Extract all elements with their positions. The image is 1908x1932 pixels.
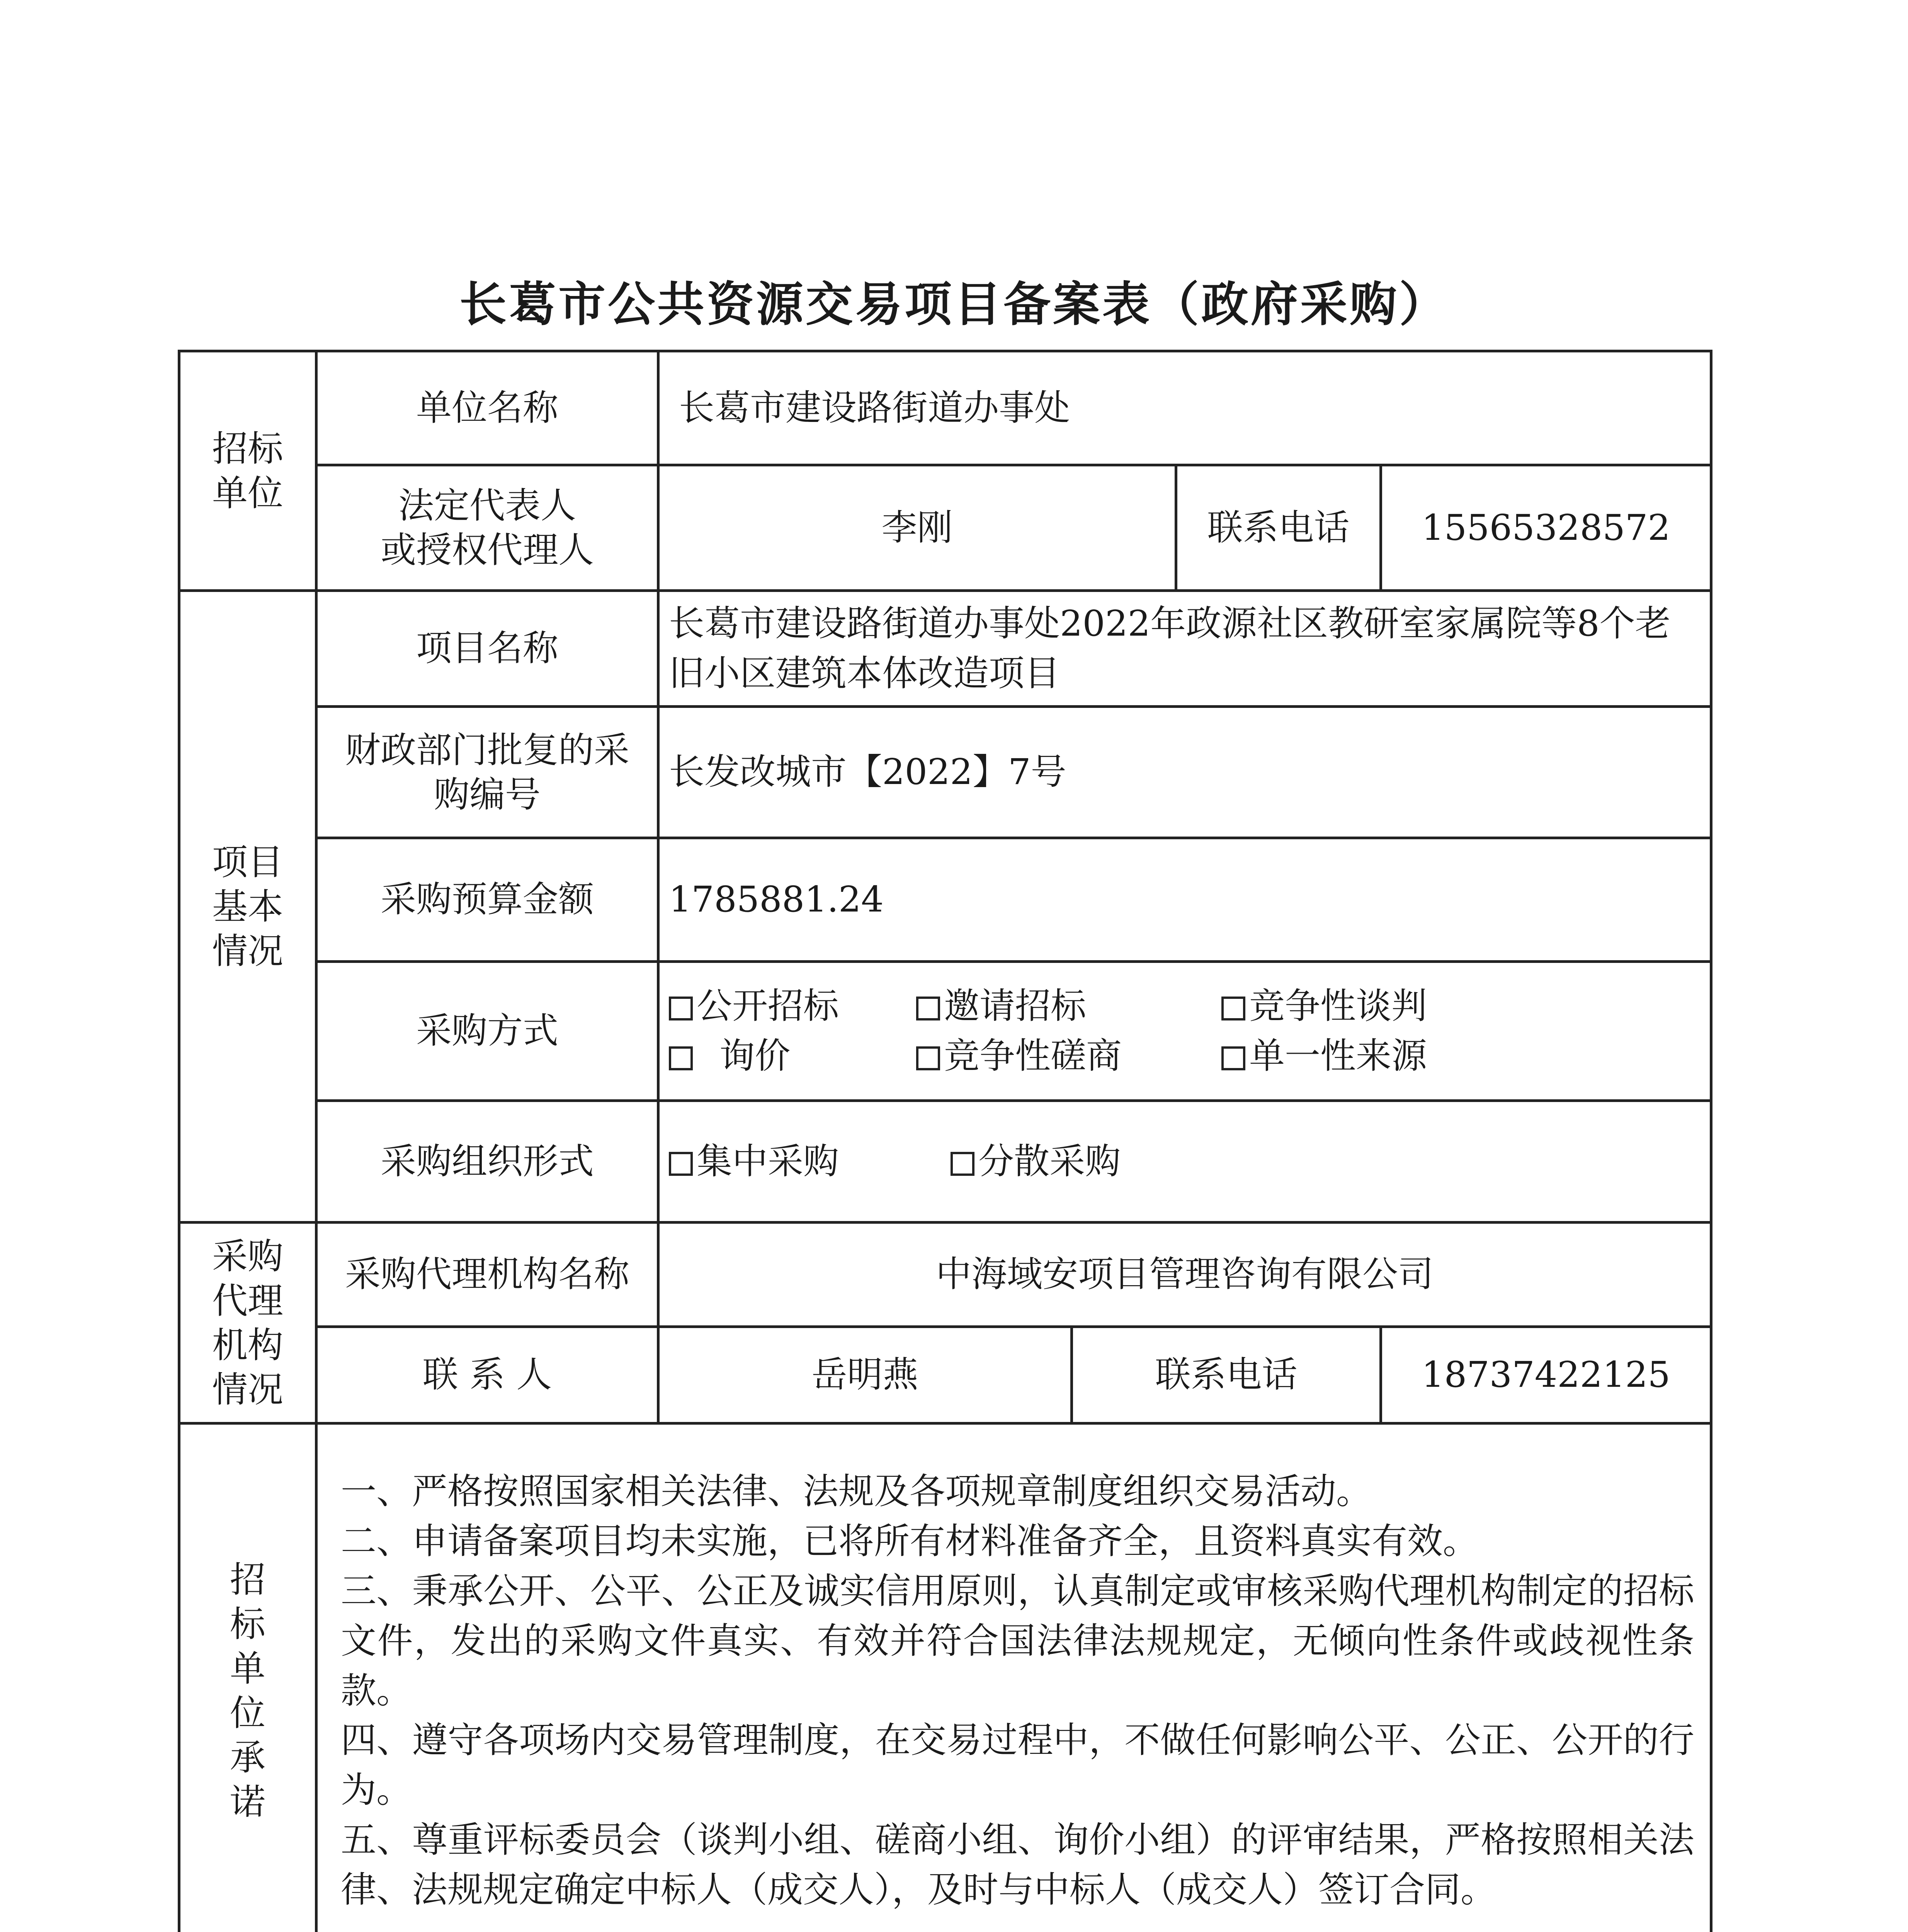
section-bidder: 招标 单位: [179, 351, 316, 591]
project-name-label: 项目名称: [316, 591, 658, 707]
bidder-phone-value: 15565328572: [1381, 465, 1711, 591]
checkbox-icon[interactable]: [951, 1152, 974, 1176]
checkbox-icon[interactable]: [669, 1152, 693, 1176]
page-title: 长葛市公共资源交易项目备案表（政府采购）: [459, 277, 1449, 332]
checkbox-icon[interactable]: [916, 1046, 940, 1070]
agency-name-value: 中海域安项目管理咨询有限公司: [658, 1223, 1711, 1327]
pledge-item: 一、严格按照国家相关法律、法规及各项规章制度组织交易活动。: [341, 1471, 1372, 1512]
pledge-list: [316, 1423, 1711, 1932]
method-label: 采购方式: [316, 962, 658, 1101]
legal-rep-value: 李刚: [658, 465, 1176, 591]
record-form-table: [178, 350, 1712, 1932]
section-project: 项目 基本 情况: [179, 591, 316, 1223]
checkbox-icon[interactable]: [916, 997, 940, 1020]
method-option-inquiry[interactable]: 询价: [669, 1031, 916, 1081]
org-form-options: [658, 1101, 1711, 1223]
bidder-phone-label: 联系电话: [1176, 465, 1381, 591]
agency-name-label: 采购代理机构名称: [316, 1223, 658, 1327]
checkbox-icon[interactable]: [1221, 1046, 1245, 1070]
org-option-decentral[interactable]: 分散采购: [951, 1137, 1121, 1187]
budget-label: 采购预算金额: [316, 838, 658, 962]
pledge-item: 二、申请备案项目均未实施，已将所有材料准备齐全，且资料真实有效。: [341, 1520, 1479, 1562]
method-option-single-source[interactable]: 单一性来源: [1221, 1031, 1427, 1081]
agency-contact-label: 联 系 人: [316, 1327, 658, 1423]
project-name-value: 长葛市建设路街道办事处2022年政源社区教研室家属院等8个老旧小区建筑本体改造项目: [658, 591, 1711, 707]
method-options: [658, 962, 1711, 1101]
agency-contact-value: 岳明燕: [658, 1327, 1072, 1423]
unit-name-value: 长葛市建设路街道办事处: [658, 351, 1711, 465]
pledge-item: 五、尊重评标委员会（谈判小组、磋商小组、询价小组）的评审结果，严格按照相关法律、法规规定确定中标人（成交人），及时与中标人（成交人）签订合同。: [341, 1819, 1695, 1910]
method-option-consultation[interactable]: 竞争性磋商: [916, 1031, 1221, 1081]
method-option-invite[interactable]: 邀请招标: [916, 981, 1221, 1031]
approval-no-value: 长发改城市【2022】7号: [658, 707, 1711, 838]
section-pledge: 招 标 单 位 承 诺: [179, 1423, 316, 1932]
budget-value: 1785881.24: [658, 838, 1711, 962]
checkbox-icon[interactable]: [669, 997, 693, 1020]
approval-no-label: 财政部门批复的采 购编号: [316, 707, 658, 838]
method-option-open[interactable]: 公开招标: [669, 981, 916, 1031]
unit-name-label: 单位名称: [316, 351, 658, 465]
org-form-label: 采购组织形式: [316, 1101, 658, 1223]
checkbox-icon[interactable]: [1221, 997, 1245, 1020]
legal-rep-label: 法定代表人 或授权代理人: [316, 465, 658, 591]
section-agency: 采购 代理 机构 情况: [179, 1223, 316, 1423]
method-option-negotiation[interactable]: 竞争性谈判: [1221, 981, 1427, 1031]
agency-phone-value: 18737422125: [1381, 1327, 1711, 1423]
checkbox-icon[interactable]: [669, 1046, 693, 1070]
agency-phone-label: 联系电话: [1072, 1327, 1381, 1423]
org-option-central[interactable]: 集中采购: [669, 1137, 939, 1187]
pledge-item: 四、遵守各项场内交易管理制度，在交易过程中，不做任何影响公平、公正、公开的行为。: [341, 1719, 1695, 1811]
pledge-item: 三、秉承公开、公平、公正及诚实信用原则，认真制定或审核采购代理机构制定的招标文件，发出的采购文件真实、有效并符合国法律法规规定，无倾向性条件或歧视性条款。: [341, 1570, 1695, 1711]
